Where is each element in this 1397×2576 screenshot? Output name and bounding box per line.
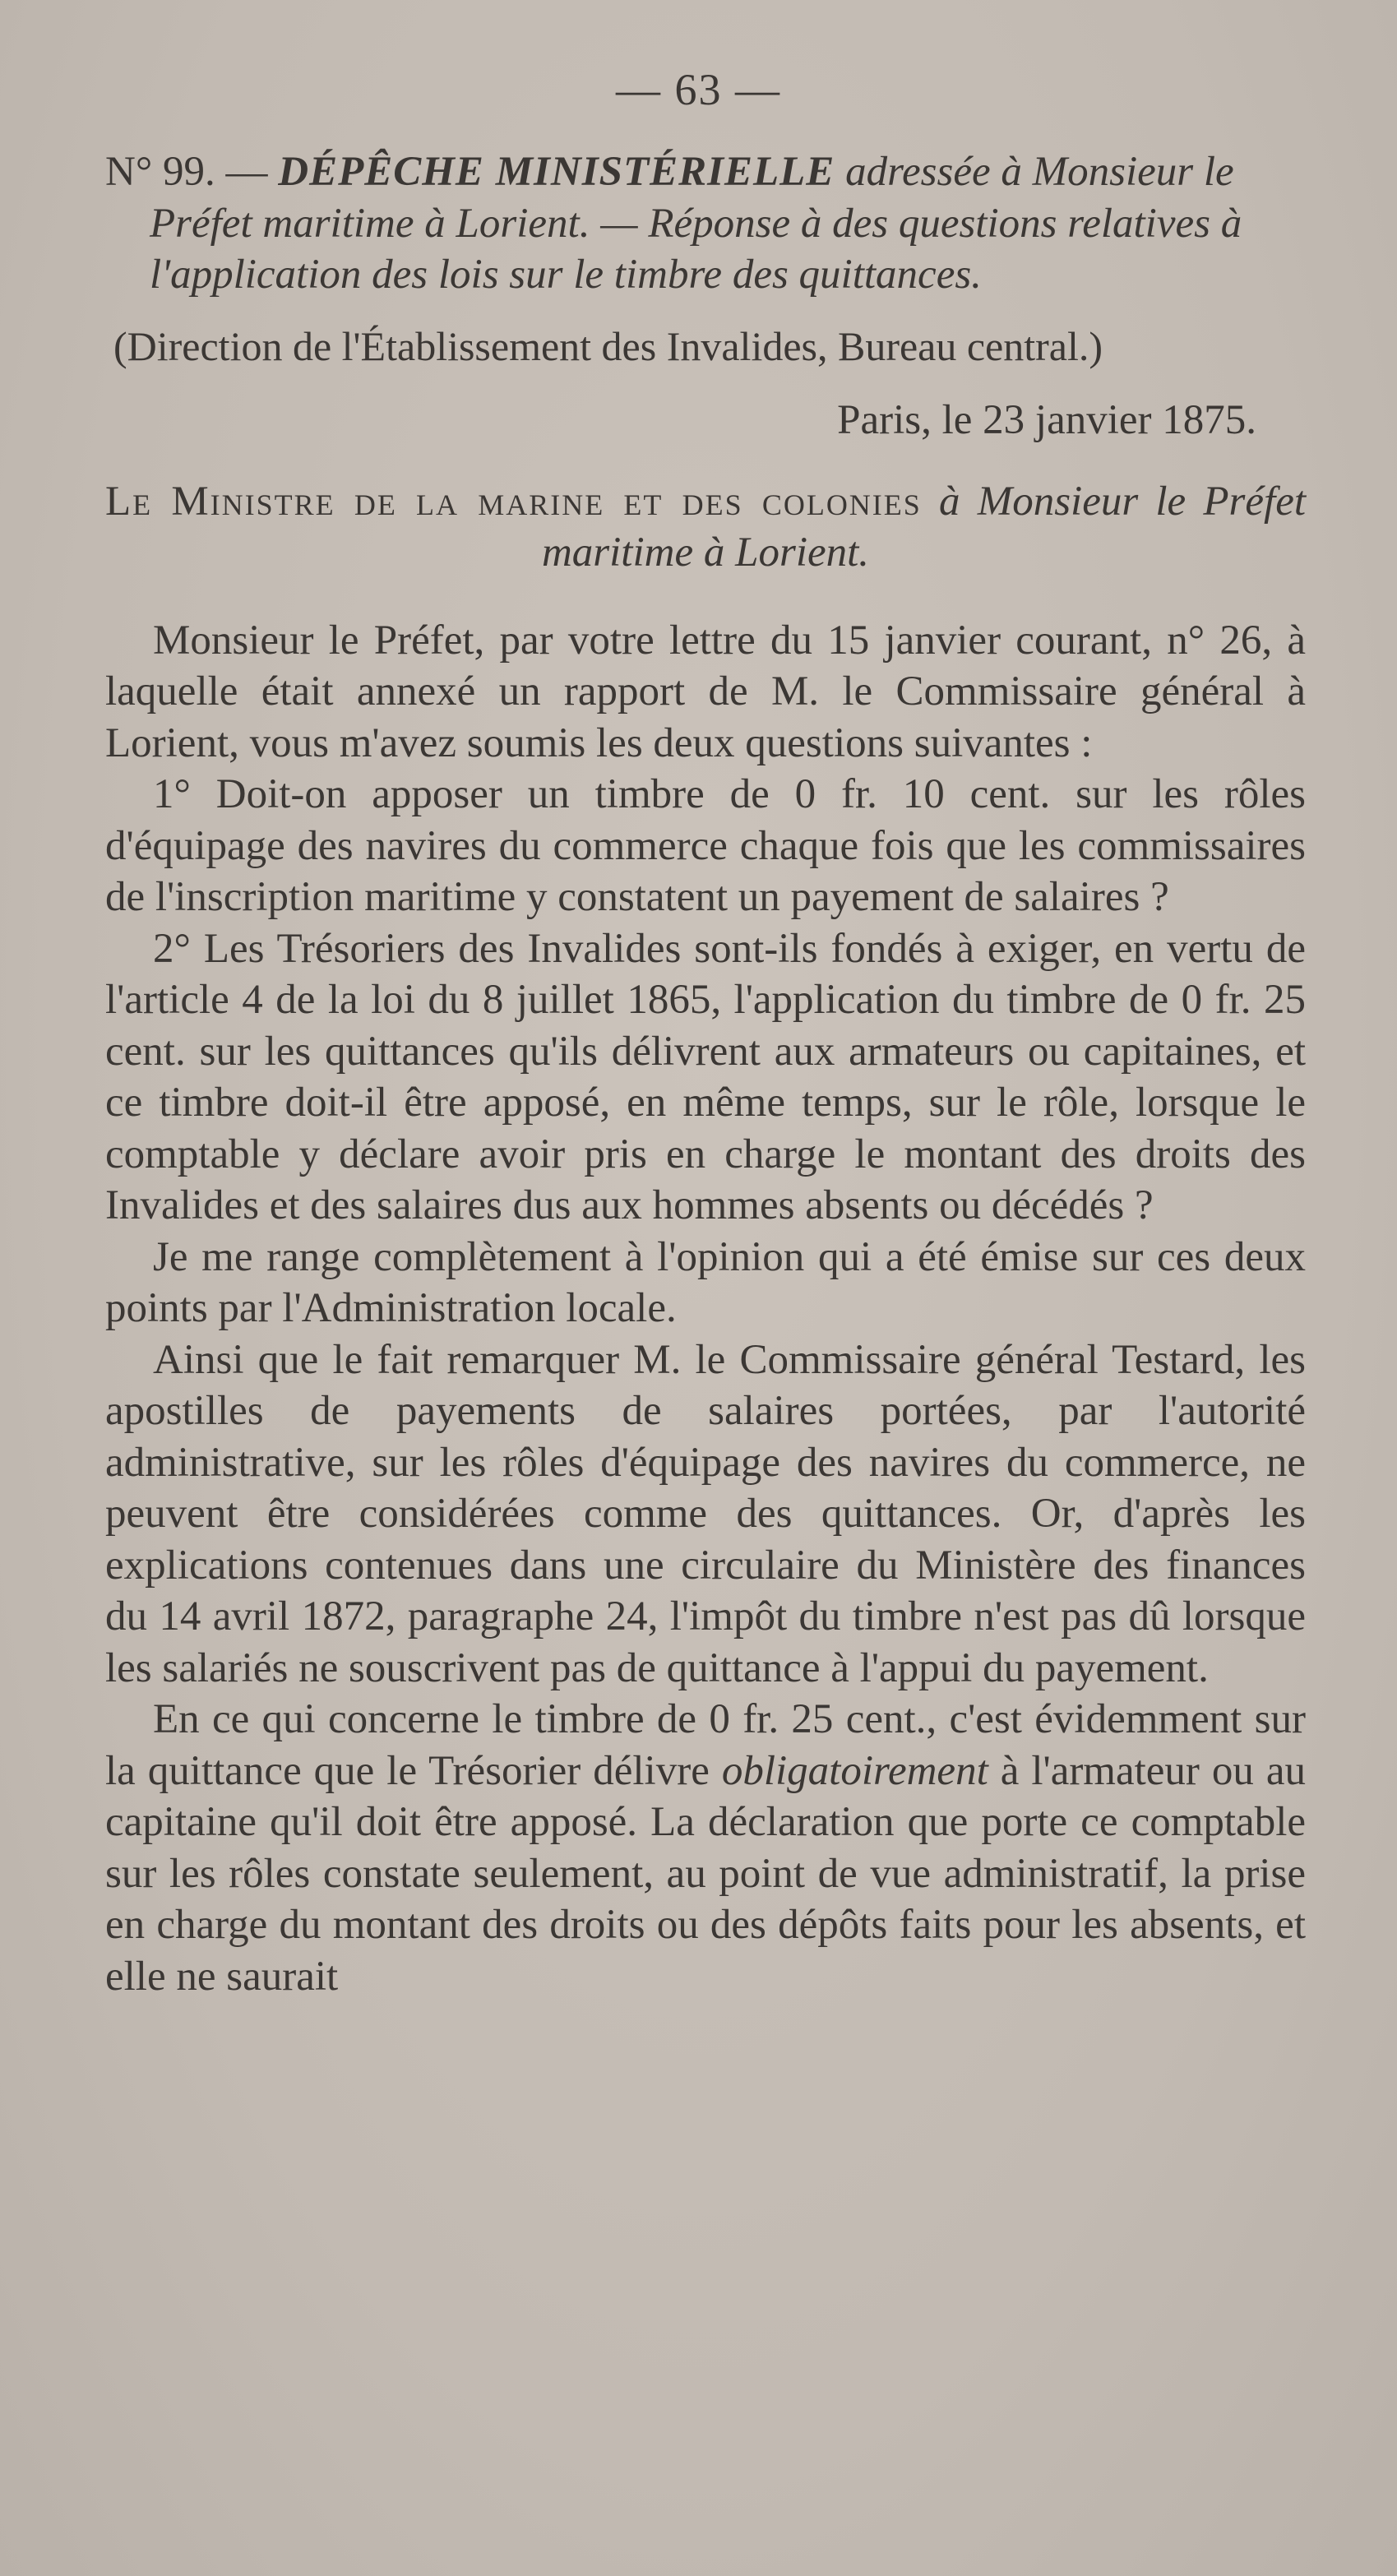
text-column bbox=[105, 146, 1306, 2002]
paragraph-6-emphasis: obligatoirement bbox=[721, 1747, 988, 1794]
page-number: — 63 — bbox=[616, 65, 781, 114]
dispatch-title: DÉPÊCHE MINISTÉRIELLE bbox=[278, 149, 835, 195]
paragraph-3: 2° Les Trésoriers des Invalides sont-ils fondés à exiger, en vertu de l'article 4 de la loi du 8 juillet 1865, l'application du timbre de 0 fr. 25 cent. sur les quittances qu'ils délivrent aux armateurs ou capitaines, et ce timbre doit-il être apposé, en même temps, sur le rôle, lorsque le comptable y déclare avoir pris en charge le montant des droits des Invalides et des salaires dus aux hommes absents ou décédés ? bbox=[105, 925, 1306, 1228]
dispatch-heading bbox=[105, 146, 1306, 301]
address-line bbox=[105, 476, 1306, 579]
dateline: Paris, le 23 janvier 1875. bbox=[837, 397, 1256, 443]
paragraph-1: Monsieur le Préfet, par votre lettre du 15 janvier courant, n° 26, à laquelle était annexé un rapport de M. le Commissaire général à Lorient, vous m'avez soumis les deux questions suivantes : bbox=[105, 617, 1306, 766]
paragraph-6-part-2: à l'armateur ou au capitaine qu'il doit être apposé. La déclaration que porte ce comptable sur les rôles constate seulement, au point de vue administratif, la prise en charge du montant des droits ou des dépôts faits pour les absents, et elle ne saurait bbox=[105, 1747, 1306, 2000]
sender: Le Ministre de la marine et des colonies bbox=[105, 478, 922, 525]
dispatch-number: N° 99. — bbox=[105, 149, 279, 195]
paragraph-4: Je me range complètement à l'opinion qui a été émise sur ces deux points par l'Administration locale. bbox=[105, 1233, 1306, 1331]
letter-body bbox=[105, 615, 1306, 2003]
paragraph-6 bbox=[105, 1694, 1306, 2002]
direction-line: (Direction de l'Établissement des Invalides, Bureau central.) bbox=[113, 322, 1103, 369]
dispatch-subject: Réponse à des questions relatives à l'application des lois sur le timbre des quittances. bbox=[150, 200, 1242, 298]
paragraph-2: 1° Doit-on apposer un timbre de 0 fr. 10 cent. sur les rôles d'équipage des navires du commerce chaque fois que les commissaires de l'inscription maritime y constatent un payement de salaires ? bbox=[105, 771, 1306, 920]
dispatch-addressee: adressée à Monsieur le Préfet maritime à Lorient. — bbox=[150, 149, 1234, 247]
paragraph-6-part-1: En ce qui concerne le timbre de 0 fr. 25 cent., c'est évidemment sur la quittance que le Trésorier délivre bbox=[105, 1696, 1306, 1794]
paragraph-5: Ainsi que le fait remarquer M. le Commissaire général Testard, les apostilles de payements de salaires portées, par l'autorité administrative, sur les rôles d'équipage des navires du commerce, ne peuvent être considérées comme des quittances. Or, d'après les explications contenues dans une circulaire du Ministère des finances du 14 avril 1872, paragraphe 24, l'impôt du timbre n'est pas dû lorsque les salariés ne souscrivent pas de quittance à l'appui du payement. bbox=[105, 1336, 1306, 1691]
recipient: à Monsieur le Préfet maritime à Lorient. bbox=[541, 478, 1306, 576]
